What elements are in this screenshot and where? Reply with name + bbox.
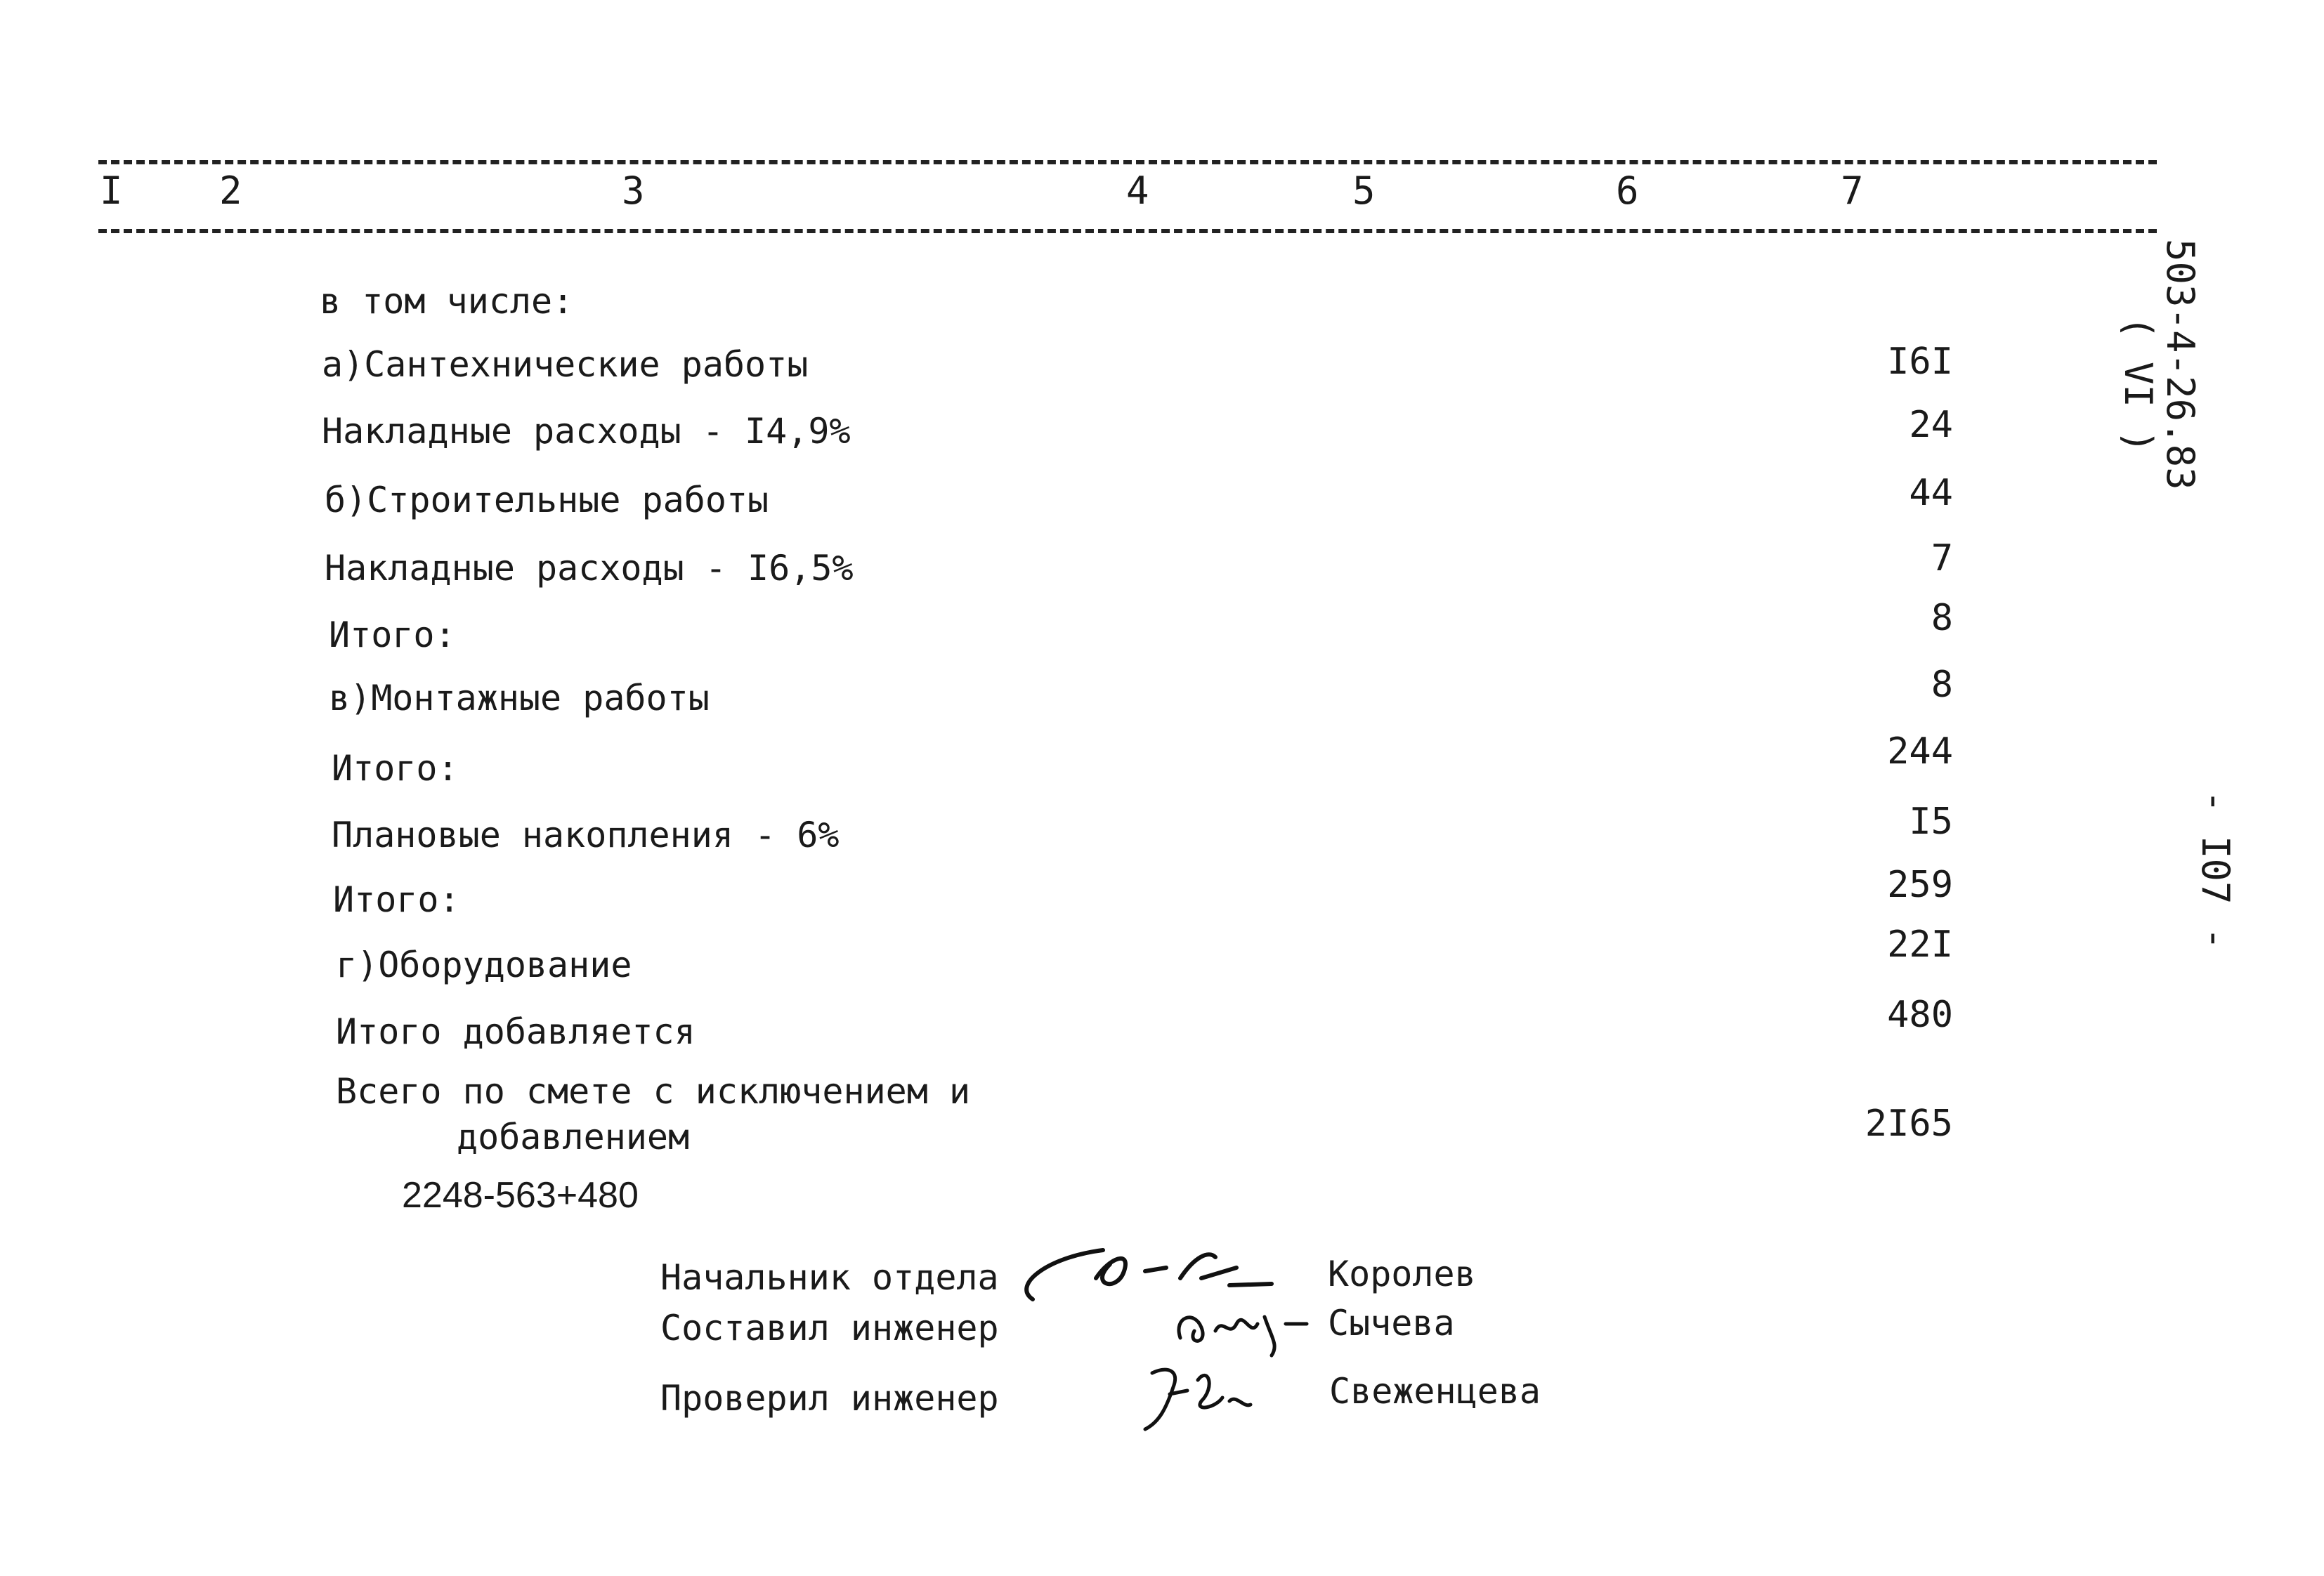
signature-scribble-1 (1166, 1289, 1321, 1359)
column-number-2: 2 (219, 169, 242, 213)
row-label-0: в том числе: (320, 281, 574, 322)
row-value-8: I5 (1909, 801, 1953, 843)
signature-role-2: Проверил инженер (660, 1378, 999, 1419)
row-value-7: 244 (1887, 730, 1953, 773)
row-value-4: 7 (1931, 537, 1953, 579)
total-label-line2: добавлением (457, 1117, 690, 1157)
column-number-7: 7 (1841, 169, 1864, 213)
column-number-4: 4 (1126, 169, 1149, 213)
row-label-8: Плановые накопления - 6% (332, 815, 840, 855)
row-label-4: Накладные расходы - I6,5% (325, 548, 854, 589)
total-label-line1: Всего по смете с исключением и (336, 1071, 971, 1112)
row-value-10: 22I (1887, 924, 1953, 966)
page-number: - I07 - (2193, 790, 2238, 950)
sheet-code: 503-4-26.83 (2158, 239, 2202, 490)
signature-name-0: Королев (1328, 1254, 1476, 1294)
total-formula: 2248-563+480 (402, 1175, 639, 1216)
row-label-6: в)Монтажные работы (329, 678, 710, 718)
row-value-5: 8 (1931, 597, 1953, 639)
signature-scribble-2 (1131, 1359, 1258, 1436)
row-label-10: г)Оборудование (336, 945, 632, 985)
row-label-3: б)Строительные работы (325, 480, 769, 520)
row-value-3: 44 (1909, 472, 1953, 514)
row-value-1: I6I (1887, 341, 1953, 383)
row-label-1: а)Сантехнические работы (322, 344, 809, 385)
signature-name-1: Сычева (1328, 1303, 1455, 1344)
row-label-7: Итого: (332, 748, 459, 789)
column-number-1: I (100, 169, 123, 213)
header-top-rule (98, 160, 2157, 164)
signature-role-0: Начальник отдела (660, 1257, 999, 1298)
row-label-5: Итого: (329, 615, 456, 655)
column-number-3: 3 (622, 169, 645, 213)
signature-role-1: Составил инженер (660, 1308, 999, 1348)
row-label-2: Накладные расходы - I4,9% (322, 411, 851, 452)
section-number: ( VI ) (2116, 316, 2160, 454)
signature-name-2: Свеженцева (1329, 1371, 1541, 1412)
row-value-2: 24 (1909, 404, 1953, 446)
header-bottom-rule (98, 229, 2157, 233)
row-label-11: Итого добавляется (336, 1011, 696, 1052)
row-value-9: 259 (1887, 864, 1953, 906)
column-number-6: 6 (1616, 169, 1639, 213)
row-value-6: 8 (1931, 664, 1953, 706)
row-label-9: Итого: (333, 879, 460, 920)
column-number-5: 5 (1352, 169, 1376, 213)
row-value-11: 480 (1887, 994, 1953, 1036)
total-value: 2I65 (1865, 1103, 1953, 1145)
